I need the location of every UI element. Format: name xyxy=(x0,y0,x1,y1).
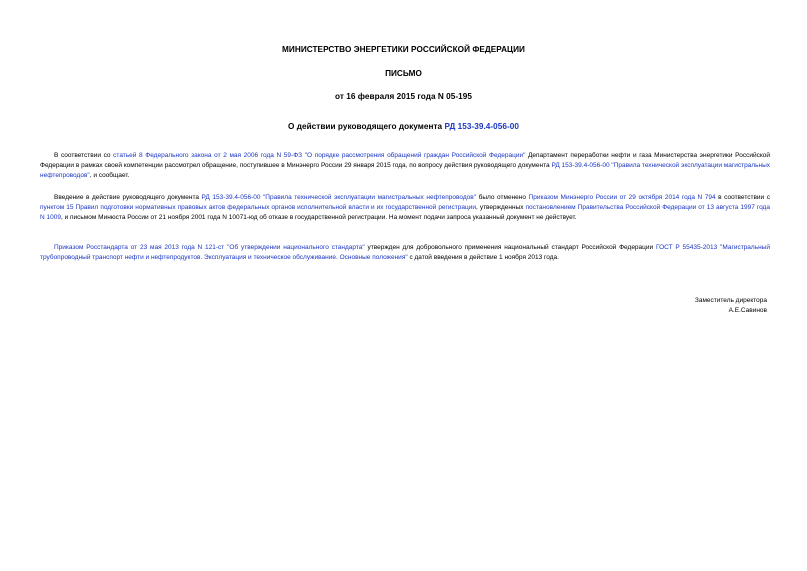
p2-text-5: , и письмом Минюста России от 21 ноября 2001 года N 10071-юд об отказе в государственной регистрации. На момент подачи запроса указанный документ не действует. xyxy=(60,214,577,221)
document-type-heading: ПИСЬМО xyxy=(385,69,422,78)
document-date-number: от 16 февраля 2015 года N 05-195 xyxy=(335,92,472,101)
p1-text-1: В соответствии со xyxy=(54,152,114,159)
p3-text-2: с датой введения в действие 1 ноября 2013 года. xyxy=(407,254,559,261)
p1-text-3: , и сообщает. xyxy=(89,172,130,179)
p2-link-rules-item-15[interactable]: пунктом 15 Правил подготовки нормативных правовых актов федеральных органов исполнительной власти и их государственной регистрации xyxy=(40,204,476,211)
signature-block xyxy=(695,296,767,316)
p3-text-1: утвержден для добровольного применения национальный стандарт Российской Федерации xyxy=(364,244,656,251)
ministry-heading: МИНИСТЕРСТВО ЭНЕРГЕТИКИ РОССИЙСКОЙ ФЕДЕРАЦИИ xyxy=(282,45,525,54)
p3-link-rosstandart-order[interactable]: Приказом Росстандарта от 23 мая 2013 года N 121-ст "Об утверждении национального стандарта" xyxy=(54,244,365,251)
p2-link-minenergo-order[interactable]: Приказом Минэнерго России от 29 октября 2014 года N 794 xyxy=(528,194,716,201)
p2-text-1: Введение в действие руководящего документа xyxy=(54,194,202,201)
signer-name: А.Е.Савинов xyxy=(728,307,767,314)
p2-text-2: было отменено xyxy=(476,194,529,201)
p2-text-4: , утвержденных xyxy=(476,204,526,211)
signer-position: Заместитель директора xyxy=(694,297,767,304)
p1-link-federal-law[interactable]: статьей 8 Федерального закона от 2 мая 2006 года N 59-ФЗ "О порядке рассмотрения обращений граждан Российской Федерации" xyxy=(113,152,526,159)
p1-link-rd-document[interactable]: РД 153-39.4-056-00 "Правила технической эксплуатации магистральных нефтепроводов" xyxy=(40,162,770,179)
paragraph-2 xyxy=(40,193,770,223)
p1-text-2: Департамент переработки нефти и газа Министерства энергетики Российской Федерации в рамках своей компетенции рассмотрел обращение, поступившее в Минэнерго России 29 января 2015 года, по вопросу действия руководящего документа xyxy=(40,152,770,169)
p2-link-government-resolution[interactable]: постановлением Правительства Российской Федерации от 13 августа 1997 года N 1009 xyxy=(40,204,770,221)
subject-prefix: О действии руководящего документа xyxy=(288,122,445,131)
p2-text-3: в соответствии с xyxy=(715,194,770,201)
p3-link-gost[interactable]: ГОСТ Р 55435-2013 "Магистральный трубопроводный транспорт нефти и нефтепродуктов. Эксплуатация и техническое обслуживание. Основные положения" xyxy=(40,244,770,261)
paragraph-1 xyxy=(40,151,770,181)
subject-link[interactable]: РД 153-39.4-056-00 xyxy=(444,122,519,131)
document-subject xyxy=(0,122,807,131)
paragraph-3 xyxy=(40,243,770,263)
p2-link-rd-document[interactable]: РД 153-39.4-056-00 "Правила технической эксплуатации магистральных нефтепроводов" xyxy=(201,194,477,201)
